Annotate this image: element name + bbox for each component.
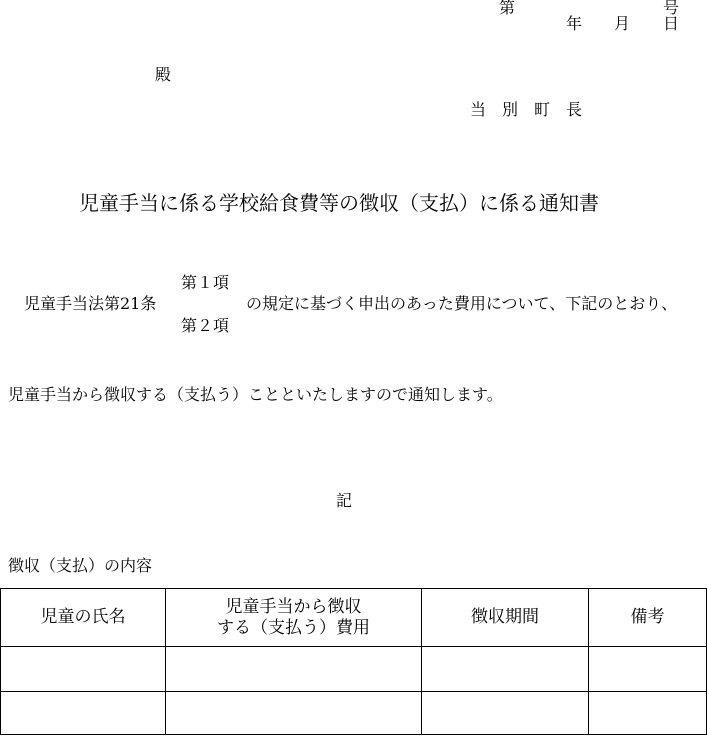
cell-amount	[166, 692, 422, 735]
document-number-prefix: 第	[499, 0, 516, 17]
table-row	[1, 692, 707, 735]
collection-details-table	[0, 588, 707, 735]
date-month: 月	[614, 14, 631, 33]
table-row	[1, 647, 707, 692]
header-amount	[166, 589, 422, 647]
document-title: 児童手当に係る学校給食費等の徴収（支払）に係る通知書	[79, 191, 599, 215]
law-reference: 児童手当法第21条	[24, 294, 157, 313]
cell-remarks	[589, 647, 707, 692]
clause-2: 第２項	[181, 316, 230, 335]
date-day: 日	[663, 14, 680, 33]
ki-heading: 記	[336, 491, 353, 510]
document-number-suffix: 号	[663, 0, 680, 17]
cell-period	[422, 692, 589, 735]
cell-period	[422, 647, 589, 692]
header-period: 徴収期間	[422, 589, 589, 647]
table-header-row	[1, 589, 707, 647]
header-remarks: 備考	[589, 589, 707, 647]
clause-1: 第１項	[181, 273, 230, 292]
header-amount-line-1: 児童手当から徴収	[225, 596, 362, 617]
cell-amount	[166, 647, 422, 692]
header-amount-line-2: する（支払う）費用	[217, 617, 370, 638]
cell-child-name	[1, 692, 166, 735]
date-year: 年	[566, 14, 583, 33]
addressee-suffix: 殿	[155, 65, 172, 84]
sender-name: 当 別 町 長	[470, 100, 583, 119]
body-line-1: の規定に基づく申出のあった費用について、下記のとおり、	[246, 294, 678, 313]
body-line-2: 児童手当から徴収する（支払う）ことといたしますので通知します。	[8, 385, 503, 404]
cell-child-name	[1, 647, 166, 692]
header-child-name: 児童の氏名	[1, 589, 166, 647]
section-label: 徴収（支払）の内容	[8, 556, 153, 575]
cell-remarks	[589, 692, 707, 735]
